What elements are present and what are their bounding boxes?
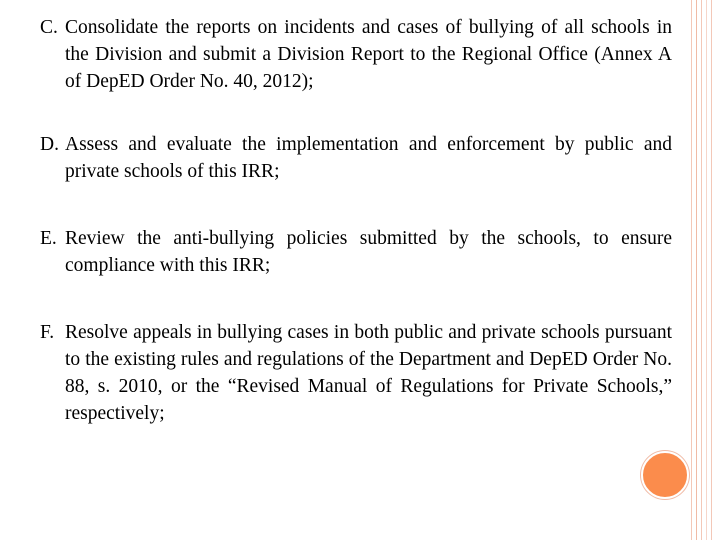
item-text: Assess and evaluate the implementation and enforcement by public and private schools of this IRR;	[65, 134, 672, 182]
item-text: Consolidate the reports on incidents and cases of bullying of all schools in the Division and submit a Division Report to the Regional Office (Annex A of DepED Order No. 40, 2012);	[65, 17, 672, 92]
decorative-rule	[696, 0, 697, 540]
decorative-rule	[706, 0, 707, 540]
decorative-rule	[691, 0, 692, 540]
item-label: C.	[40, 17, 58, 38]
list-item-c	[40, 14, 672, 95]
item-text: Review the anti-bullying policies submitted by the schools, to ensure compliance with this IRR;	[65, 228, 672, 276]
decorative-rule	[701, 0, 702, 540]
decorative-rule	[711, 0, 712, 540]
list-item-d	[40, 131, 672, 185]
item-label: D.	[40, 134, 59, 155]
list-item-f	[40, 319, 672, 427]
list-item-e	[40, 225, 672, 279]
slide-content	[40, 14, 672, 427]
item-text: Resolve appeals in bullying cases in both public and private schools pursuant to the existing rules and regulations of the Department and DepED Order No. 88, s. 2010, or the “Revised Manual of Regulations for Private Schools,” respectively;	[65, 322, 672, 424]
decorative-circle	[641, 451, 689, 499]
item-label: E.	[40, 228, 57, 249]
item-label: F.	[40, 322, 55, 343]
